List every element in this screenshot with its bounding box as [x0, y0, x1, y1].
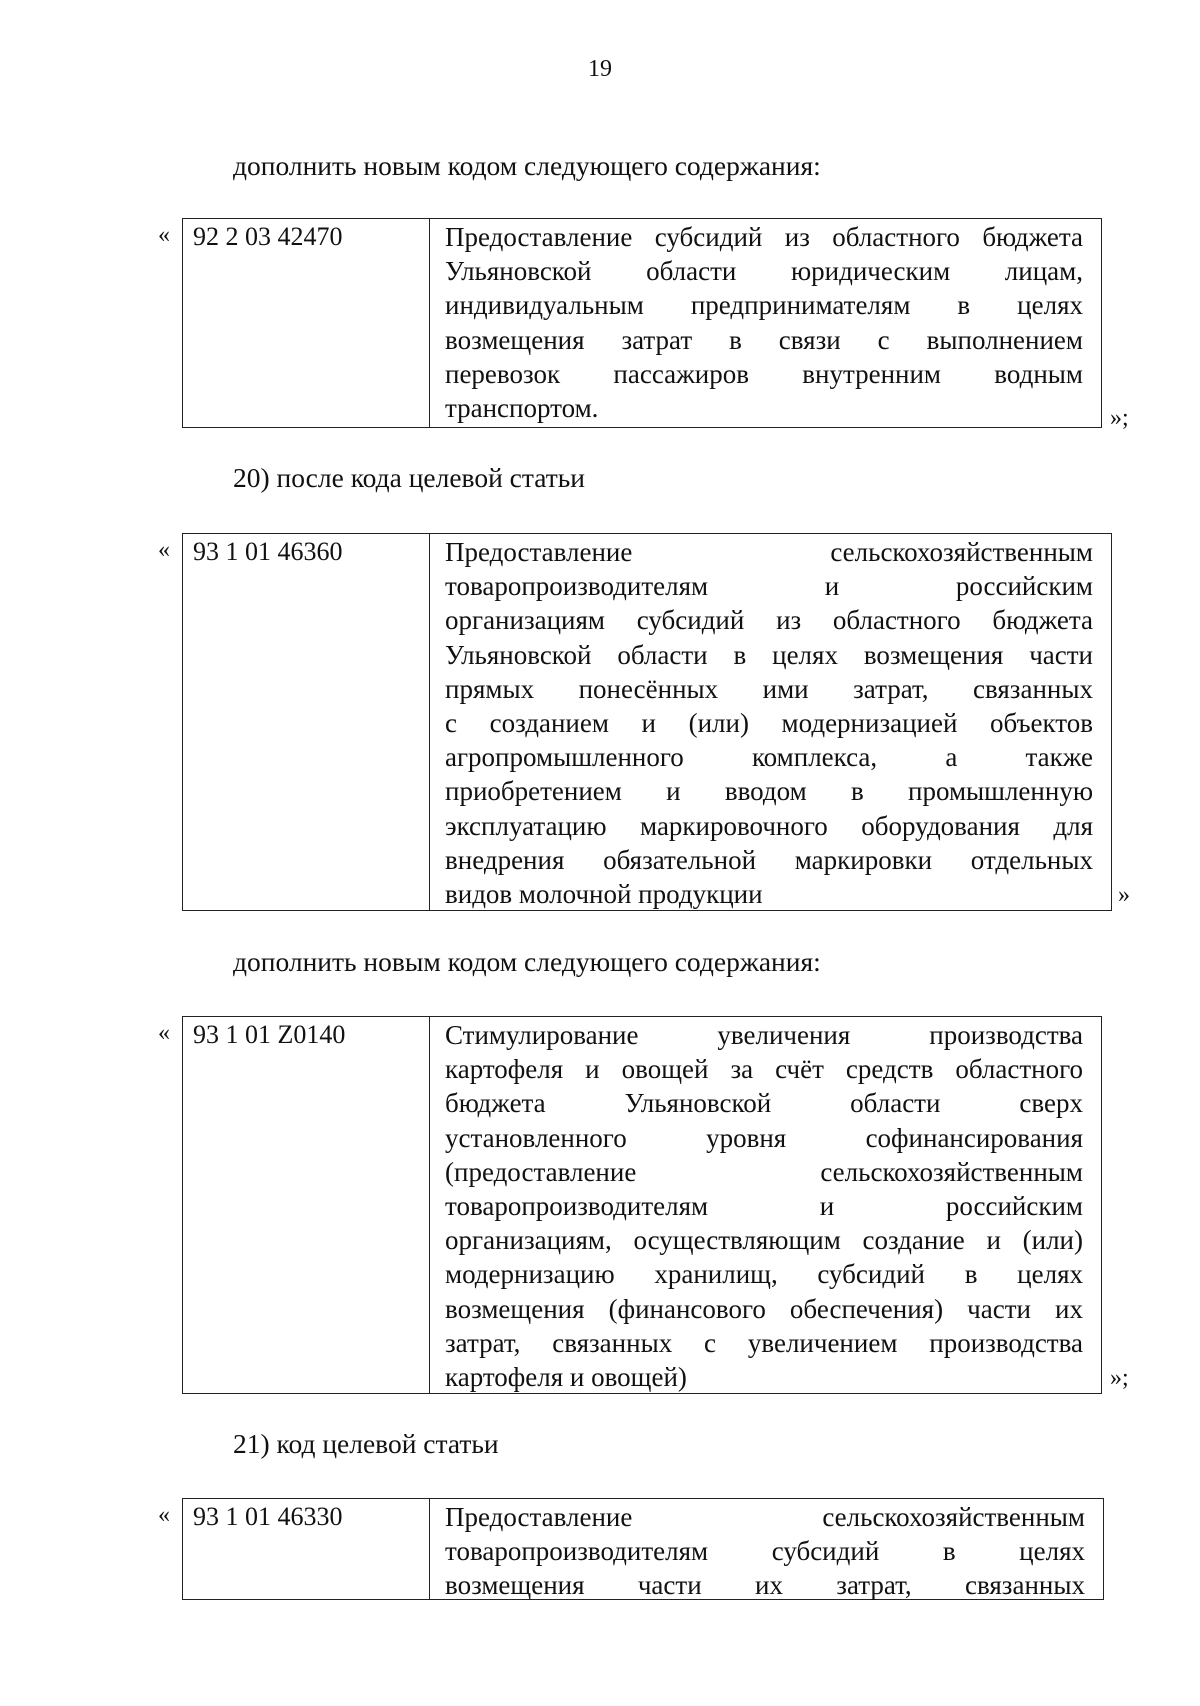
- description-line: Предоставление сельскохозяйственным: [445, 537, 1093, 567]
- description-line: Предоставление сельскохозяйственным: [445, 1502, 1085, 1532]
- description-line: товаропроизводителям субсидий в целях: [445, 1536, 1085, 1567]
- open-quote: «: [158, 222, 170, 248]
- target-code: 93 1 01 46330: [193, 1502, 343, 1531]
- description-line: Предоставление субсидий из областного бюджета: [445, 222, 1083, 252]
- paragraph-text: 20) после кода целевой статьи: [233, 462, 586, 493]
- column-divider: [429, 1499, 430, 1599]
- description-line: товаропроизводителям и российским: [445, 1190, 1083, 1221]
- column-divider: [429, 534, 430, 910]
- code-table: [182, 533, 1112, 911]
- description-line: приобретением и вводом в промышленную: [445, 776, 1093, 807]
- description-line: картофеля и овощей): [445, 1361, 687, 1392]
- column-divider: [429, 1017, 430, 1393]
- code-table: [182, 218, 1102, 428]
- code-table: [182, 1016, 1102, 1394]
- open-quote: «: [158, 537, 170, 563]
- code-description: [445, 1018, 1083, 1394]
- open-quote: «: [158, 1020, 170, 1046]
- page-number: 19: [588, 56, 612, 82]
- description-line: товаропроизводителям и российским: [445, 571, 1093, 602]
- description-line: Стимулирование увеличения производства: [445, 1020, 1083, 1050]
- open-quote: «: [158, 1502, 170, 1528]
- description-line: индивидуальным предпринимателям в целях: [445, 290, 1083, 321]
- description-line: эксплуатацию маркировочного оборудования для: [445, 810, 1093, 841]
- description-line: возмещения (финансового обеспечения) части их: [445, 1293, 1083, 1324]
- description-line: бюджета Ульяновской области сверх: [445, 1088, 1083, 1119]
- description-line: Ульяновской области в целях возмещения части: [445, 639, 1093, 670]
- description-line: с созданием и (или) модернизацией объектов: [445, 707, 1093, 738]
- description-line: модернизацию хранилищ, субсидий в целях: [445, 1259, 1083, 1290]
- description-line: затрат, связанных с увеличением производства: [445, 1327, 1083, 1358]
- description-line: организациям, осуществляющим создание и (или): [445, 1225, 1083, 1256]
- code-description: [445, 1500, 1085, 1603]
- description-line: агропромышленного комплекса, а также: [445, 742, 1093, 773]
- description-line: возмещения части их затрат, связанных: [445, 1570, 1085, 1601]
- description-line: перевозок пассажиров внутренним водным: [445, 358, 1083, 389]
- code-description: [445, 220, 1083, 425]
- description-line: транспортом.: [445, 392, 599, 423]
- paragraph-text: дополнить новым кодом следующего содержания:: [233, 150, 821, 181]
- description-line: Ульяновской области юридическим лицам,: [445, 256, 1083, 287]
- description-line: установленного уровня софинансирования: [445, 1122, 1083, 1153]
- close-quote: »;: [1110, 405, 1129, 431]
- description-line: прямых понесённых ими затрат, связанных: [445, 673, 1093, 704]
- description-line: видов молочной продукции: [445, 878, 763, 909]
- code-description: [445, 535, 1093, 911]
- paragraph-text: дополнить новым кодом следующего содержания:: [233, 946, 821, 977]
- description-line: организациям субсидий из областного бюджета: [445, 605, 1093, 636]
- target-code: 92 2 03 42470: [193, 222, 343, 251]
- description-line: возмещения затрат в связи с выполнением: [445, 324, 1083, 355]
- target-code: 93 1 01 Z0140: [193, 1020, 346, 1049]
- close-quote: »: [1118, 882, 1130, 908]
- column-divider: [429, 219, 430, 427]
- code-table: [182, 1498, 1104, 1600]
- target-code: 93 1 01 46360: [193, 537, 343, 566]
- paragraph-text: 21) код целевой статьи: [233, 1428, 499, 1459]
- description-line: внедрения обязательной маркировки отдельных: [445, 844, 1093, 875]
- description-line: (предоставление сельскохозяйственным: [445, 1156, 1083, 1187]
- close-quote: »;: [1110, 1365, 1129, 1391]
- description-line: картофеля и овощей за счёт средств областного: [445, 1054, 1083, 1085]
